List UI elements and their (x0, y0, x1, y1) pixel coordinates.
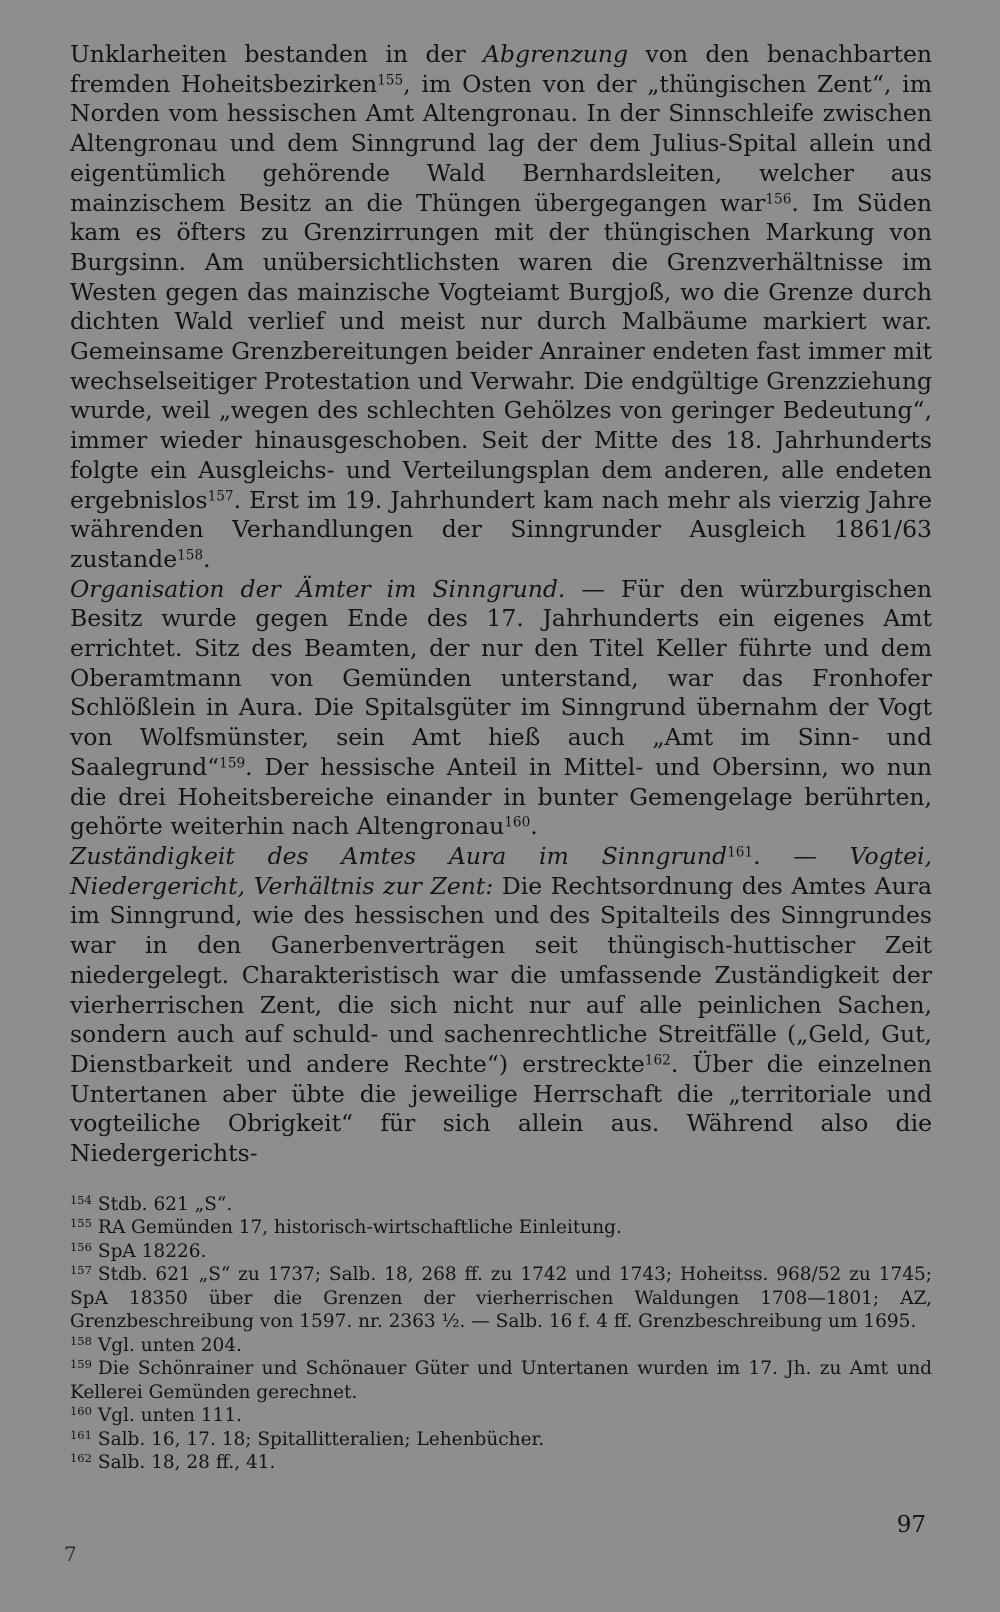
footnote-ref[interactable]: 159 (219, 755, 246, 772)
italic-heading: Abgrenzung (483, 40, 629, 68)
footnote-text: Die Schönrainer und Schönauer Güter und Untertanen wurden im 17. Jh. zu Amt und Kellerei Gemünden gerechnet. (70, 1358, 932, 1403)
footnote-number: 160 (70, 1404, 92, 1419)
text-run: , im Osten von der „thüngischen Zent“, im Norden vom hessischen Amt Altengronau. In der Sinnschleife zwischen Altengronau und dem Sinngrund lag der dem Julius-Spital allein und eigentümlich gehörende Wald Bernhardsleiten, welcher aus mainzischem Besitz an die Thüngen übergegangen war (70, 69, 932, 217)
footnote (70, 1428, 932, 1452)
footnote-number: 158 (70, 1333, 92, 1348)
footnote-ref[interactable]: 161 (727, 844, 754, 861)
footnote-number: 161 (70, 1427, 92, 1442)
footnote (70, 1216, 932, 1240)
footnote-number: 157 (70, 1263, 92, 1278)
footnotes (70, 1193, 932, 1475)
text-run: Unklarheiten bestanden in der (70, 40, 484, 68)
footnote-ref[interactable]: 160 (504, 814, 531, 831)
text-run: . Im Süden kam es öfters zu Grenzirrungen mit der thüngischen Markung von Burgsinn. Am unübersichtlichsten waren die Grenzverhältnisse im Westen gegen das mainzische Vogteiamt Burgjoß, wo die Grenze durch dichten Wald verlief und meist nur durch Malbäume markiert war. Gemeinsame Grenzbereitungen beider Anrainer endeten fast immer mit wechselseitiger Protestation und Verwahr. Die endgültige Grenzziehung wurde, weil „wegen des schlechten Gehölzes von geringer Bedeutung“, immer wieder hinausgeschoben. Seit der Mitte des 18. Jahrhunderts folgte ein Ausgleichs- und Verteilungsplan dem anderen, alle endeten ergebnislos (70, 188, 933, 514)
footnote-number: 156 (70, 1239, 92, 1254)
italic-heading: Vogtei, Niedergericht, Verhältnis zur Zent: (70, 841, 932, 900)
footnote-number: 159 (70, 1357, 92, 1372)
footnote-ref[interactable]: 156 (765, 191, 792, 208)
paragraph (70, 842, 932, 1169)
text-run: . (203, 544, 211, 573)
footnote-number: 154 (70, 1192, 92, 1207)
text-run: . Der hessische Anteil in Mittel- und Obersinn, wo nun die drei Hoheitsbereiche einander in bunter Gemengelage berührten, gehörte weiterhin nach Altengronau (70, 752, 932, 841)
italic-heading: Zuständigkeit des Amtes Aura im Sinngrund (70, 841, 728, 870)
footnote-text: RA Gemünden 17, historisch-wirtschaftliche Einleitung. (97, 1217, 622, 1239)
body-text (70, 40, 932, 1169)
footnote-ref[interactable]: 158 (177, 547, 204, 564)
text-run: Die Rechtsordnung des Amtes Aura im Sinngrund, wie des hessischen und des Spitalteils des Sinngrundes war in den Ganerbenverträgen seit thüngisch-huttischer Zeit niedergelegt. Charakteristisch war die umfassende Zuständigkeit der vierherrischen Zent, die sich nicht nur auf alle peinlichen Sachen, sondern auch auf schuld- und sachenrechtliche Streitfälle („Geld, Gut, Dienstbarkeit und andere Rechte“) erstreckte (70, 871, 932, 1078)
text-run: — Für den würzburgischen Besitz wurde gegen Ende des 17. Jahrhunderts ein eigenes Amt errichtet. Sitz des Beamten, der nur den Titel Keller führte und dem Oberamtmann von Gemünden unterstand, war das Fronhofer Schlößlein in Aura. Die Spitalsgüter im Sinngrund übernahm der Vogt von Wolfsmünster, sein Amt hieß auch „Amt im Sinn- und Saalegrund“ (70, 574, 933, 781)
text-run: . Erst im 19. Jahrhundert kam nach mehr als vierzig Jahre währenden Verhandlungen der Sinngrunder Ausgleich 1861/63 zustande (70, 485, 932, 573)
footnote (70, 1193, 932, 1217)
footnote-text: Stdb. 621 „S“. (97, 1193, 233, 1215)
text-run: . (530, 812, 538, 841)
paragraph (70, 40, 932, 575)
page-number: 97 (896, 1512, 926, 1538)
footnote (70, 1404, 932, 1428)
footnote-text: Stdb. 621 „S“ zu 1737; Salb. 18, 268 ff. zu 1742 und 1743; Hoheitss. 968/52 zu 1745; SpA 18350 über die Grenzen der vierherrischen Waldungen 1708—1801; AZ, Grenzbeschreibung von 1597. nr. 2363 ½. — Salb. 16 f. 4 ff. Grenzbeschreibung um 1695. (70, 1264, 932, 1333)
paragraph (70, 575, 932, 842)
footnote-text: SpA 18226. (97, 1240, 207, 1262)
footnote (70, 1240, 932, 1264)
footnote (70, 1263, 932, 1334)
footnote-text: Salb. 16, 17. 18; Spitallitteralien; Lehenbücher. (97, 1428, 545, 1450)
footnote-ref[interactable]: 162 (644, 1052, 671, 1069)
footnote (70, 1334, 932, 1358)
italic-heading: Organisation der Ämter im Sinngrund. (70, 574, 566, 603)
footnote (70, 1357, 932, 1404)
footnote (70, 1451, 932, 1475)
footnote-number: 162 (70, 1451, 92, 1466)
footnote-text: Vgl. unten 204. (97, 1334, 242, 1356)
footnote-number: 155 (70, 1216, 92, 1231)
text-run: . — (753, 841, 850, 870)
page (70, 40, 932, 1475)
text-run: . Über die einzelnen Untertanen aber übte die jeweilige Herrschaft die „territoriale und vogteiliche Obrigkeit“ für sich allein aus. Während also die Niedergerichts- (70, 1049, 933, 1168)
text-run: von den benachbarten fremden Hoheitsbezirken (70, 40, 932, 98)
corner-mark: 7 (64, 1542, 77, 1566)
footnote-text: Salb. 18, 28 ff., 41. (97, 1452, 276, 1474)
footnote-ref[interactable]: 157 (207, 488, 234, 505)
footnote-ref[interactable]: 155 (377, 72, 404, 89)
footnote-text: Vgl. unten 111. (97, 1405, 242, 1427)
